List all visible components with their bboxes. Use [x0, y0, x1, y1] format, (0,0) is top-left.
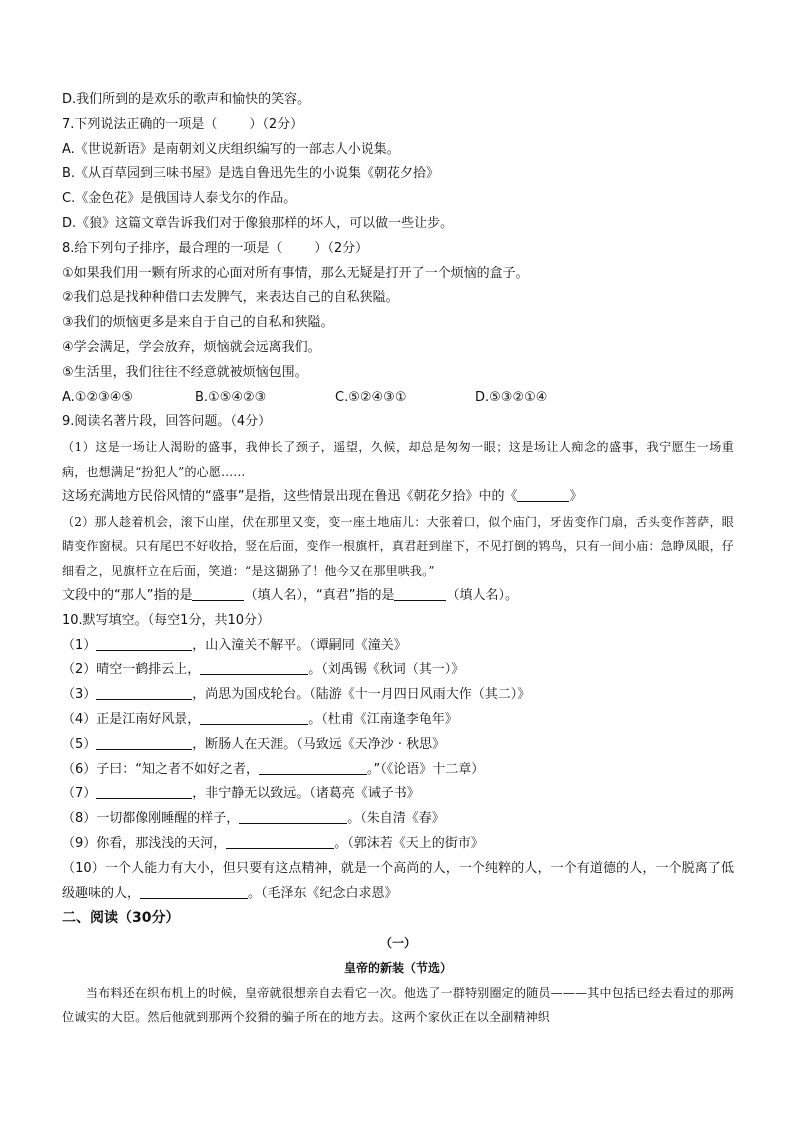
q7-option-c: C.《金色花》是俄国诗人泰戈尔的作品。	[62, 191, 297, 207]
q10-item-2-pre: （2）晴空一鹤排云上，	[62, 662, 201, 678]
q7-option-a: A.《世说新语》是南朝刘义庆组织编写的一部志人小说集。	[62, 141, 400, 157]
q10-blank-8	[239, 810, 347, 824]
q10-item-5	[62, 733, 734, 758]
q8-stem-text: 8.给下列句子排序，最合理的一项是（	[62, 240, 283, 256]
q10-blank-3	[96, 686, 192, 700]
q10-item-6	[62, 758, 734, 783]
q10-item-8	[62, 807, 734, 832]
q10-item-4	[62, 708, 734, 733]
q10-item-3-pre: （3）	[62, 687, 97, 703]
q10-item-10-source: 。（毛泽东《纪念白求恩》	[248, 885, 398, 901]
q10-item-3	[62, 683, 734, 708]
q9-excerpt-1: （1）这是一场让人渴盼的盛事，我伸长了颈子，遥望，久候，却总是匆匆一眼；这是场让人痴念的盛事，我宁愿生一场重病，也想满足“扮犯人”的心愿……	[62, 440, 734, 479]
q7-stem	[62, 113, 734, 138]
q10-item-2-text: 。（刘禹锡《秋词（其一）》	[308, 662, 465, 678]
q10-item-1-text: ，山入潼关不解平。（谭嗣同《潼关》	[192, 637, 407, 653]
q8-score: ）（2分）	[314, 240, 369, 256]
q10-item-5-text: ，断肠人在天涯。（马致远《天净沙 · 秋思》	[192, 736, 446, 752]
q10-item-4-pre: （4）正是江南好风景，	[62, 711, 201, 727]
q9-question-2-text: 文段中的“那人”指的是	[62, 587, 193, 603]
q10-item-7	[62, 782, 734, 807]
q8-sentence-5: ⑤生活里，我们往往不经意就被烦恼包围。	[62, 364, 308, 380]
q10-item-1-pre: （1）	[62, 637, 97, 653]
reading-title: 皇帝的新装（节选）	[343, 960, 452, 975]
q7-option-b: B.《从百草园到三味书屋》是选自鲁迅先生的小说集《朝花夕拾》	[62, 166, 440, 182]
q10-blank-1	[96, 637, 192, 651]
q10-item-7-text: ，非宁静无以致远。（诸葛亮《诫子书》	[192, 786, 420, 802]
q8-sentence-1: ①如果我们用一颗有所求的心面对所有事情，那么无疑是打开了一个烦恼的盒子。	[62, 265, 529, 281]
q9-question-2	[62, 584, 734, 609]
q8-stem	[62, 237, 734, 262]
q9-answer-blank-2	[192, 587, 244, 601]
q10-blank-9	[226, 835, 334, 849]
q10-item-7-pre: （7）	[62, 786, 97, 802]
q7-option-d: D.《狼》这篇文章告诉我们对于像狼那样的坏人，可以做一些让步。	[62, 215, 454, 231]
q10-item-8-text: 。（朱自清《春》	[347, 811, 445, 827]
section-heading: 二、阅读（30分）	[62, 910, 180, 927]
q10-item-3-text: ，尚思为国戍轮台。（陆游《十一月四日风雨大作（其二）》	[192, 687, 531, 703]
q9-question-1-text: 这场充满地方民俗风情的“盛事”是指，这些情景出现在鲁迅《朝花夕拾》中的《	[62, 488, 518, 504]
q10-item-9	[62, 832, 734, 857]
q8-option-b: B.①⑤④②③	[195, 389, 267, 405]
q8-sentence-2: ②我们总是找种种借口去发脾气，来表达自己的自私狭隘。	[62, 290, 399, 306]
exam-page	[62, 88, 734, 1030]
q7-score: ）（2分）	[249, 116, 304, 132]
q9-stem: 9.阅读名著片段，回答问题。（4分）	[62, 414, 272, 430]
q10-blank-5	[96, 736, 192, 750]
q8-option-a: A.①②③④⑤	[62, 389, 134, 405]
q10-item-2	[62, 658, 734, 683]
q8-option-d: D.⑤③②①④	[475, 389, 548, 405]
q9-answer-blank-1	[517, 488, 569, 502]
reading-paragraph: 当布料还在织布机上的时候，皇帝就很想亲自去看它一次。他选了一群特别圈定的随员———其中包括已经去看过的那两位诚实的大臣。然后他就到那两个狡猾的骗子所在的地方去。这两个家伙正在以全副精神织	[62, 985, 734, 1025]
q9-excerpt-2: （2）那人趁着机会，滚下山崖，伏在那里又变，变一座土地庙儿：大张着口，似个庙门，牙齿变作门扇，舌头变作菩萨，眼睛变作窗棂。只有尾巴不好收拾，竖在后面，变作一根旗杆，真君赶到崖下，不见打倒的鸨鸟，只有一间小庙：急睁凤眼，仔细看之，见旗杆立在后面，笑道：“是这猢狲了！他今又在那里哄我。”	[62, 514, 734, 579]
q9-question-2-end: （填人名）。	[446, 587, 518, 603]
q10-item-10	[62, 857, 734, 907]
q8-options	[62, 386, 734, 411]
q10-item-6-pre: （6）子曰：“知之者不如好之者，	[62, 761, 260, 777]
q9-question-1	[62, 485, 734, 510]
q8-sentence-3: ③我们的烦恼更多是来自于自己的自私和狭隘。	[62, 315, 334, 331]
q10-item-9-text: 。（郭沫若《天上的街市》	[334, 835, 484, 851]
q10-blank-6	[259, 761, 367, 775]
q10-blank-2	[200, 661, 308, 675]
reading-part-label: （一）	[379, 936, 416, 951]
q9-question-1-close: 》	[569, 488, 583, 504]
q8-sentence-4: ④学会满足，学会放弃，烦恼就会远离我们。	[62, 339, 321, 355]
q10-item-6-text: 。”（《论语》十二章）	[367, 761, 485, 777]
q6-option-d: D.我们所到的是欢乐的歌声和愉快的笑容。	[62, 92, 311, 107]
q10-stem: 10.默写填空。（每空1分，共10分）	[62, 612, 270, 628]
q10-item-10-text: （10）一个人能力有大小，但只要有这点精神，就是一个高尚的人，一个纯粹的人，一个有道德的人，一个脱离了低级趣味的人，	[62, 860, 734, 901]
q10-item-4-text: 。（杜甫《江南逢李龟年》	[308, 711, 458, 727]
q9-question-2-mid: （填人名），“真君”指的是	[244, 587, 395, 603]
q10-item-9-pre: （9）你看，那浅浅的天河，	[62, 835, 227, 851]
q10-item-1	[62, 634, 734, 659]
q10-blank-10	[140, 885, 248, 899]
q9-answer-blank-3	[394, 587, 446, 601]
q7-stem-text: 7.下列说法正确的一项是（	[62, 116, 218, 132]
q10-blank-7	[96, 785, 192, 799]
q10-item-5-pre: （5）	[62, 736, 97, 752]
q10-item-8-pre: （8）一切都像刚睡醒的样子，	[62, 811, 240, 827]
q8-option-c: C.⑤②④③①	[335, 389, 407, 405]
q10-blank-4	[200, 711, 308, 725]
